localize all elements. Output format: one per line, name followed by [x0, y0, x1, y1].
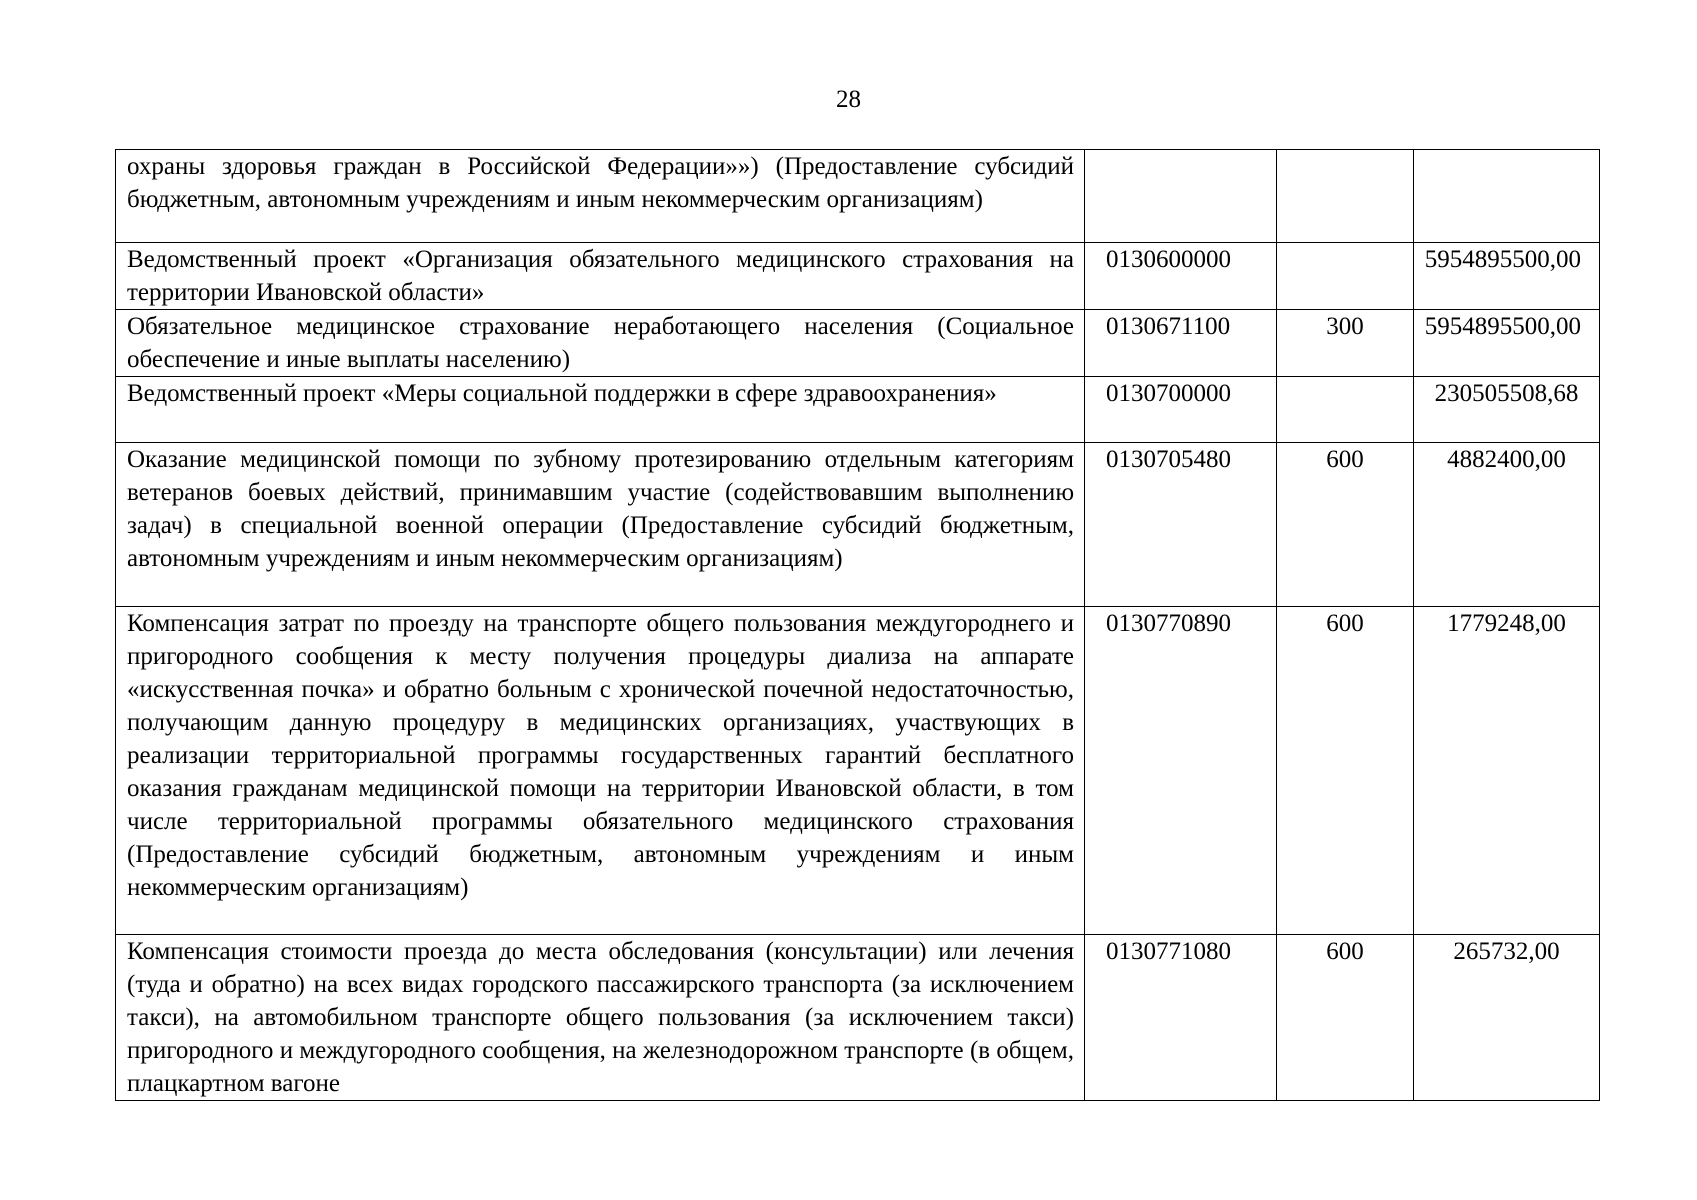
row-expense-type-cell: 600 — [1277, 443, 1414, 607]
row-sum-cell: 4882400,00 — [1414, 443, 1600, 607]
row-code-cell: 0130600000 — [1085, 243, 1277, 310]
row-expense-type-cell: 600 — [1277, 607, 1414, 935]
table-row — [116, 935, 1600, 1101]
row-expense-type-cell — [1277, 243, 1414, 310]
row-code-cell: 0130671100 — [1085, 310, 1277, 377]
row-sum-cell: 5954895500,00 — [1414, 243, 1600, 310]
row-name-cell: охраны здоровья граждан в Российской Федерации»») (Предоставление субсидий бюджетным, автономным учреждениям и иным некоммерческим организациям) — [116, 150, 1085, 243]
table-row — [116, 443, 1600, 607]
row-expense-type-cell: 600 — [1277, 935, 1414, 1101]
row-sum-cell: 265732,00 — [1414, 935, 1600, 1101]
row-code-cell: 0130705480 — [1085, 443, 1277, 607]
row-expense-type-cell — [1277, 377, 1414, 443]
row-code-cell: 0130700000 — [1085, 377, 1277, 443]
row-name-cell: Ведомственный проект «Организация обязательного медицинского страхования на территории Ивановской области» — [116, 243, 1085, 310]
row-name-cell: Обязательное медицинское страхование неработающего населения (Социальное обеспечение и иные выплаты населению) — [116, 310, 1085, 377]
budget-table — [115, 149, 1600, 1101]
row-code-cell: 0130770890 — [1085, 607, 1277, 935]
table-row — [116, 377, 1600, 443]
row-sum-cell — [1414, 150, 1600, 243]
row-sum-cell: 5954895500,00 — [1414, 310, 1600, 377]
table-row — [116, 150, 1600, 243]
table-row — [116, 243, 1600, 310]
row-expense-type-cell — [1277, 150, 1414, 243]
row-sum-cell: 1779248,00 — [1414, 607, 1600, 935]
row-code-cell — [1085, 150, 1277, 243]
table-row — [116, 310, 1600, 377]
row-sum-cell: 230505508,68 — [1414, 377, 1600, 443]
row-name-cell: Компенсация затрат по проезду на транспорте общего пользования междугороднего и пригородного сообщения к месту получения процедуры диализа на аппарате «искусственная почка» и обратно больным с хронической почечной недостаточностью, получающим данную процедуру в медицинских организациях, участвующих в реализации территориальной программы государственных гарантий бесплатного оказания гражданам медицинской помощи на территории Ивановской области, в том числе территориальной программы обязательного медицинского страхования (Предоставление субсидий бюджетным, автономным учреждениям и иным некоммерческим организациям) — [116, 607, 1085, 935]
table-row — [116, 607, 1600, 935]
row-name-cell: Компенсация стоимости проезда до места обследования (консультации) или лечения (туда и обратно) на всех видах городского пассажирского транспорта (за исключением такси), на автомобильном транспорте общего пользования (за исключением такси) пригородного и междугородного сообщения, на железнодорожном транспорте (в общем, плацкартном вагоне — [116, 935, 1085, 1101]
row-name-cell: Оказание медицинской помощи по зубному протезированию отдельным категориям ветеранов боевых действий, принимавшим участие (содействовавшим выполнению задач) в специальной военной операции (Предоставление субсидий бюджетным, автономным учреждениям и иным некоммерческим организациям) — [116, 443, 1085, 607]
page-number: 28 — [836, 86, 861, 113]
row-name-cell: Ведомственный проект «Меры социальной поддержки в сфере здравоохранения» — [116, 377, 1085, 443]
row-code-cell: 0130771080 — [1085, 935, 1277, 1101]
row-expense-type-cell: 300 — [1277, 310, 1414, 377]
